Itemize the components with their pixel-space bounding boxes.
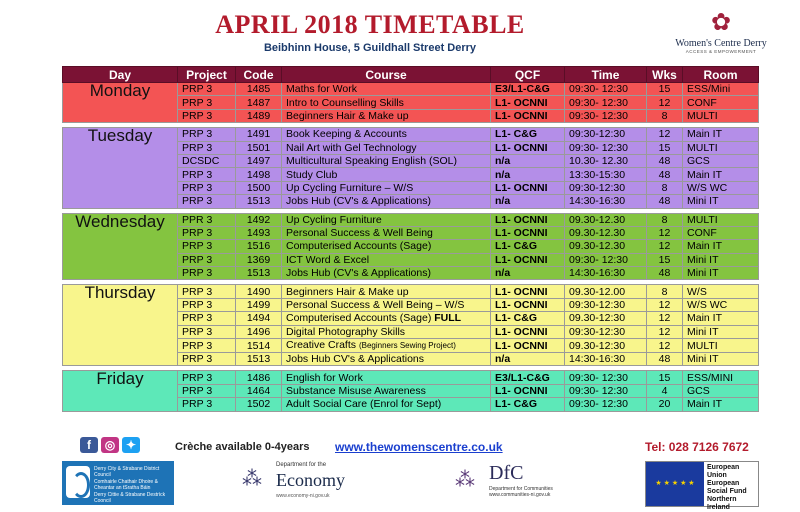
time-cell: 09.30-12.30 [565,213,647,226]
room-cell: MULTI [683,141,759,154]
weeks-cell: 15 [647,371,683,384]
time-cell: 09:30- 12:30 [565,83,647,96]
course-cell: Jobs Hub (CV's & Applications) [282,195,491,208]
council-swirl-icon [66,466,90,498]
room-cell: Main IT [683,312,759,325]
council-name-us: Derry Cittie & Strabane Destrìck Cooncil [94,492,166,504]
facebook-icon[interactable]: f [80,437,98,453]
council-name-en: Derry City & Strabane District Council [94,466,160,478]
course-cell: Substance Misuse Awareness [282,384,491,397]
room-cell: Main IT [683,240,759,253]
economy-name: Economy [276,470,345,490]
time-cell: 14:30-16:30 [565,267,647,280]
code-cell: 1487 [236,96,282,109]
course-cell: Computerised Accounts (Sage) FULL [282,312,491,325]
column-header: Code [236,67,282,83]
course-cell: Maths for Work [282,83,491,96]
time-cell: 13:30-15:30 [565,168,647,181]
eu-logo [645,461,759,511]
weeks-cell: 4 [647,384,683,397]
course-cell: Personal Success & Well Being – W/S [282,298,491,311]
course-cell: Personal Success & Well Being [282,226,491,239]
weeks-cell: 15 [647,83,683,96]
course-cell: Multicultural Speaking English (SOL) [282,154,491,167]
time-cell: 09:30-12:30 [565,128,647,141]
room-cell: Mini IT [683,267,759,280]
project-cell: PRP 3 [178,226,236,239]
twitter-icon[interactable]: ✦ [122,437,140,453]
time-cell: 09:30-12:30 [565,181,647,194]
code-cell: 1490 [236,285,282,298]
weeks-cell: 12 [647,226,683,239]
qcf-cell: L1- OCNNI [491,384,565,397]
header-row [63,67,759,83]
dfc-logo [455,462,555,506]
time-cell: 09.30-12.30 [565,240,647,253]
course-cell: Computerised Accounts (Sage) [282,240,491,253]
room-cell: CONF [683,226,759,239]
swirl-logo-icon: ✿ [710,9,732,36]
room-cell: Mini IT [683,325,759,338]
course-cell: Digital Photography Skills [282,325,491,338]
time-cell: 09:30- 12:30 [565,384,647,397]
weeks-cell: 12 [647,96,683,109]
code-cell: 1513 [236,267,282,280]
table-row [63,371,759,384]
project-cell: PRP 3 [178,398,236,411]
table-row [63,285,759,298]
weeks-cell: 8 [647,213,683,226]
creche-info: Crèche available 0-4years [175,441,310,453]
room-cell: W/S [683,285,759,298]
code-cell: 1514 [236,339,282,353]
project-cell: PRP 3 [178,109,236,122]
qcf-cell: L1- OCNNI [491,141,565,154]
project-cell: PRP 3 [178,267,236,280]
course-cell: Beginners Hair & Make up [282,109,491,122]
course-cell: Jobs Hub (CV's & Applications) [282,267,491,280]
project-cell: PPR 3 [178,213,236,226]
economy-url: www.economy-ni.gov.uk [276,493,330,499]
council-name-ga: Comhairle Chathair Dhoire & Cheantar an tSratha Báin [94,479,158,491]
code-cell: 1486 [236,371,282,384]
weeks-cell: 12 [647,240,683,253]
time-cell: 09:30-12:30 [565,298,647,311]
council-logo [62,461,174,505]
weeks-cell: 12 [647,339,683,353]
code-cell: 1497 [236,154,282,167]
day-cell: Monday [63,83,178,123]
room-cell: CONF [683,96,759,109]
page-title: APRIL 2018 TIMETABLE [215,10,525,39]
code-cell: 1491 [236,128,282,141]
logo-name: Women's Centre Derry [675,38,767,49]
day-cell: Thursday [63,285,178,366]
project-cell: PRP 3 [178,384,236,397]
qcf-cell: L1- C&G [491,398,565,411]
table-row [63,128,759,141]
qcf-cell: n/a [491,195,565,208]
economy-dots-icon: ⁂ [242,468,262,490]
qcf-cell: E3/L1-C&G [491,83,565,96]
weeks-cell: 8 [647,109,683,122]
code-cell: 1516 [236,240,282,253]
room-cell: Main IT [683,128,759,141]
dfc-subtitle: Department for Communities www.communities-ni.gov.uk [489,486,553,498]
project-cell: PRP 3 [178,141,236,154]
project-cell: PRP 3 [178,240,236,253]
course-cell: Beginners Hair & Make up [282,285,491,298]
column-header: Project [178,67,236,83]
time-cell: 09.30-12:30 [565,339,647,353]
qcf-cell: L1- OCNNI [491,181,565,194]
qcf-cell: L1- OCNNI [491,325,565,338]
project-cell: DCSDC [178,154,236,167]
social-links[interactable] [80,436,144,452]
room-cell: Mini IT [683,353,759,366]
time-cell: 09:30- 12:30 [565,371,647,384]
room-cell: W/S WC [683,298,759,311]
day-cell: Friday [63,371,178,411]
room-cell: ESS/Mini [683,83,759,96]
project-cell: PRP 3 [178,339,236,353]
weeks-cell: 48 [647,154,683,167]
qcf-cell: L1- C&G [491,312,565,325]
code-cell: 1489 [236,109,282,122]
project-cell: PRP 3 [178,96,236,109]
weeks-cell: 48 [647,267,683,280]
table-row [63,213,759,226]
column-header: QCF [491,67,565,83]
time-cell: 09.30-12.30 [565,226,647,239]
venue-address: Beibhinn House, 5 Guildhall Street Derry [263,42,477,54]
qcf-cell: n/a [491,168,565,181]
room-cell: GCS [683,154,759,167]
time-cell: 09:30-12:30 [565,325,647,338]
qcf-cell: L1- OCNNI [491,253,565,266]
qcf-cell: n/a [491,154,565,167]
time-cell: 10.30- 12.30 [565,154,647,167]
day-cell: Tuesday [63,128,178,208]
project-cell: PRP 3 [178,325,236,338]
code-cell: 1498 [236,168,282,181]
course-cell: Adult Social Care (Enrol for Sept) [282,398,491,411]
weeks-cell: 48 [647,168,683,181]
project-cell: PRP 3 [178,312,236,325]
project-cell: PRP 3 [178,181,236,194]
course-cell: Creative Crafts (Beginners Sewing Project) [282,339,491,353]
time-cell: 14:30-16:30 [565,195,647,208]
code-cell: 1494 [236,312,282,325]
qcf-cell: L1- OCNNI [491,285,565,298]
qcf-cell: L1- OCNNI [491,339,565,353]
qcf-cell: L1- C&G [491,128,565,141]
time-cell: 09:30- 12:30 [565,141,647,154]
project-cell: PRP 3 [178,298,236,311]
project-cell: PRP 3 [178,128,236,141]
room-cell: Mini IT [683,195,759,208]
project-cell: PRP 3 [178,195,236,208]
code-cell: 1513 [236,195,282,208]
course-cell: Up Cycling Furniture – W/S [282,181,491,194]
room-cell: GCS [683,384,759,397]
table-row [63,83,759,96]
logo-tagline: ACCESS & EMPOWERMENT [685,49,757,54]
room-cell: Main IT [683,398,759,411]
code-cell: 1499 [236,298,282,311]
eu-text: European Union European Social Fund Northern Ireland [707,464,747,511]
code-cell: 1485 [236,83,282,96]
room-cell: MULTI [683,109,759,122]
weeks-cell: 48 [647,353,683,366]
code-cell: 1464 [236,384,282,397]
weeks-cell: 20 [647,398,683,411]
time-cell: 09:30- 12:30 [565,109,647,122]
code-cell: 1513 [236,353,282,366]
timetable [62,66,759,412]
eu-flag-icon: ★ ★ ★ ★ ★ [646,462,704,506]
time-cell: 09:30- 12:30 [565,253,647,266]
course-cell: Book Keeping & Accounts [282,128,491,141]
code-cell: 1501 [236,141,282,154]
project-cell: PRP 3 [178,371,236,384]
course-cell: Jobs Hub CV's & Applications [282,353,491,366]
room-cell: Main IT [683,168,759,181]
room-cell: Mini IT [683,253,759,266]
course-cell: Intro to Counselling Skills [282,96,491,109]
course-cell: Nail Art with Gel Technology [282,141,491,154]
time-cell: 09.30-12:30 [565,312,647,325]
time-cell: 09:30- 12:30 [565,398,647,411]
weeks-cell: 15 [647,253,683,266]
room-cell: MULTI [683,213,759,226]
qcf-cell: n/a [491,353,565,366]
room-cell: ESS/MINI [683,371,759,384]
economy-dept: Department for the [276,462,327,468]
instagram-icon[interactable]: ◎ [101,437,119,453]
room-cell: W/S WC [683,181,759,194]
weeks-cell: 48 [647,195,683,208]
qcf-cell: L1- OCNNI [491,96,565,109]
project-cell: PRP 3 [178,83,236,96]
weeks-cell: 12 [647,325,683,338]
phone-number: Tel: 028 7126 7672 [645,440,749,454]
economy-logo [242,460,352,506]
code-cell: 1496 [236,325,282,338]
weeks-cell: 12 [647,312,683,325]
time-cell: 14:30-16:30 [565,353,647,366]
column-header: Room [683,67,759,83]
weeks-cell: 8 [647,285,683,298]
qcf-cell: L1- OCNNI [491,109,565,122]
course-cell: English for Work [282,371,491,384]
code-cell: 1492 [236,213,282,226]
project-cell: PRP 3 [178,253,236,266]
code-cell: 1502 [236,398,282,411]
qcf-cell: L1- OCNNI [491,213,565,226]
column-header: Course [282,67,491,83]
time-cell: 09:30- 12:30 [565,96,647,109]
weeks-cell: 8 [647,181,683,194]
code-cell: 1369 [236,253,282,266]
course-cell: Up Cycling Furniture [282,213,491,226]
womens-centre-logo [662,8,780,64]
project-cell: PRP 3 [178,168,236,181]
qcf-cell: L1- OCNNI [491,226,565,239]
weeks-cell: 15 [647,141,683,154]
course-cell: Study Club [282,168,491,181]
weeks-cell: 12 [647,128,683,141]
course-cell: ICT Word & Excel [282,253,491,266]
column-header: Time [565,67,647,83]
website-link[interactable]: www.thewomenscentre.co.uk [335,440,503,454]
qcf-cell: n/a [491,267,565,280]
column-header: Wks [647,67,683,83]
weeks-cell: 12 [647,298,683,311]
qcf-cell: L1- OCNNI [491,298,565,311]
room-cell: MULTI [683,339,759,353]
qcf-cell: L1- C&G [491,240,565,253]
dfc-dots-icon: ⁂ [455,469,475,491]
project-cell: PRP 3 [178,285,236,298]
qcf-cell: E3/L1-C&G [491,371,565,384]
project-cell: PRP 3 [178,353,236,366]
code-cell: 1493 [236,226,282,239]
time-cell: 09.30-12.00 [565,285,647,298]
code-cell: 1500 [236,181,282,194]
column-header: Day [63,67,178,83]
day-cell: Wednesday [63,213,178,280]
dfc-name: DfC [489,462,524,484]
